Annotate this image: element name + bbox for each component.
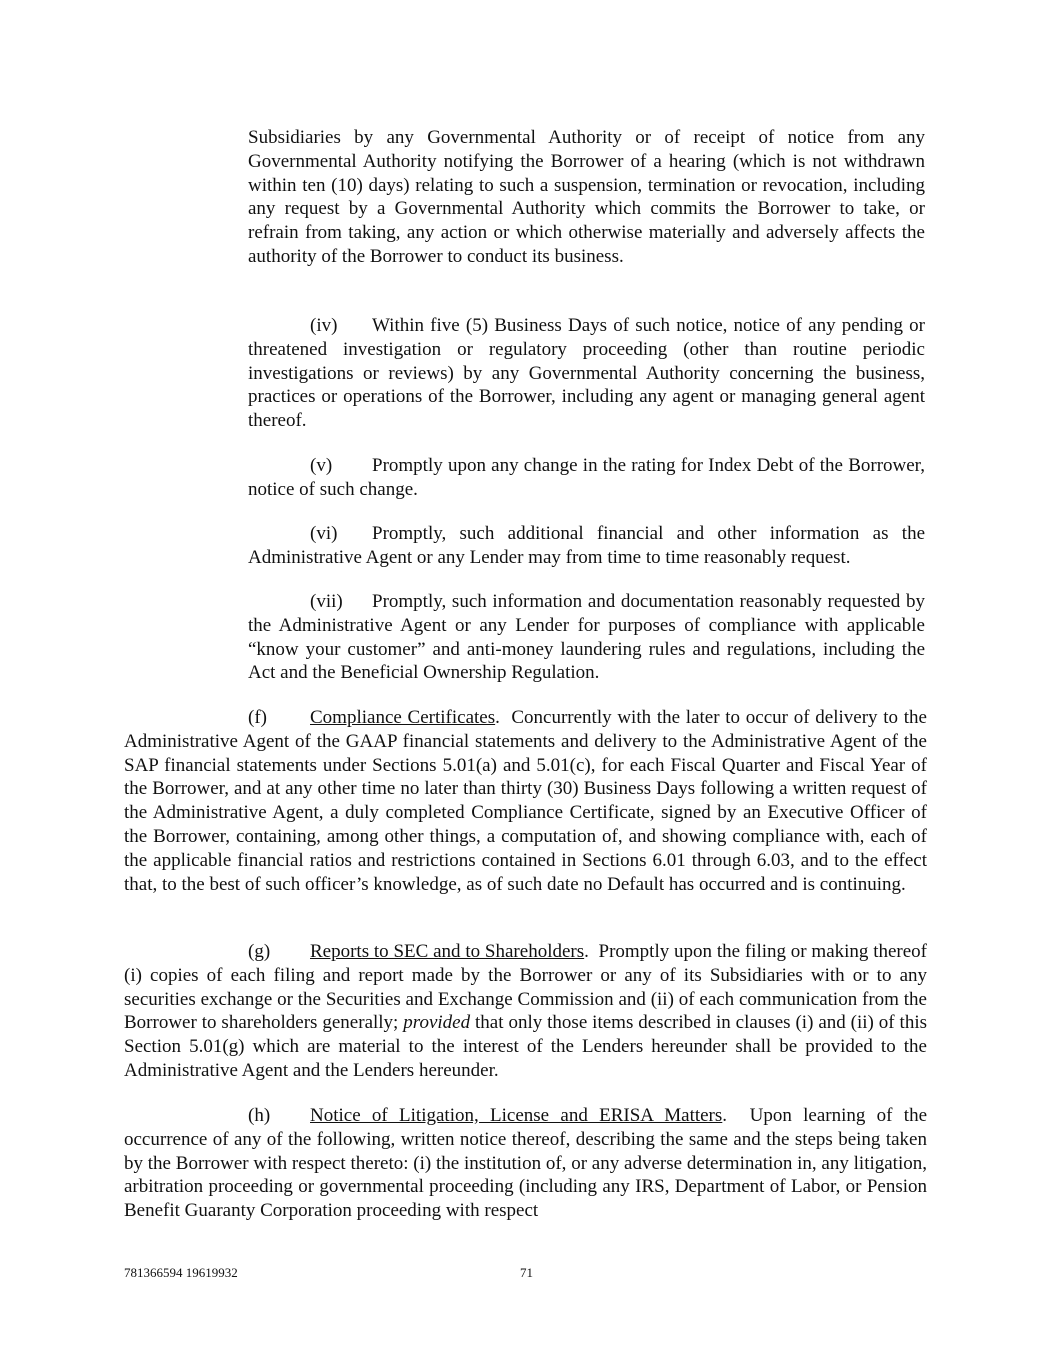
item-vii-number: (vii) (310, 591, 343, 612)
section-h-heading: Notice of Litigation, License and ERISA Matters (310, 1105, 723, 1126)
item-vi-paragraph (248, 522, 925, 570)
section-f-number: (f) (248, 707, 267, 728)
section-g-text-before: Promptly upon the filing or making thereof (i) copies of each filing and report made by the Borrower or any of its Subsidiaries with or to any securities exchange or the Securities and Exchange Commission and (ii) of each communication from the Borrower to shareholders generally; (124, 941, 928, 1034)
item-vii-text: Promptly, such information and documentation reasonably requested by the Administrative Agent or any Lender for purposes of compliance with applicable “know your customer” and anti-money laundering rules and regulations, including the Act and the Beneficial Ownership Regulation. (248, 591, 925, 684)
item-vii-paragraph (248, 590, 925, 685)
section-h-paragraph: (h) Notice of Litigation, License and ERISA Matters. Upon learning of the occurrence of any of the following, written notice thereof, describing the same and the steps being taken by the Borrower with respect thereto: (i) the institution of, or any adverse determination in, any litigation, arbitration proceeding or governmental proceeding (including any IRS, Department of Labor, or Pension Benefit Guaranty Corporation proceeding with respect (124, 1105, 928, 1222)
item-vi-number: (vi) (310, 523, 338, 544)
continuation-paragraph (248, 126, 925, 269)
section-f-text: Concurrently with the later to occur of delivery to the Administrative Agent of the GAAP financial statements and delivery to the Administrative Agent of the SAP financial statements under Sections 5.01(a) and 5.01(c), for each Fiscal Quarter and Fiscal Year of the Borrower, and at any other time no later than thirty (30) Business Days following a written request of the Administrative Agent, a duly completed Compliance Certificate, signed by an Executive Officer of the Borrower, containing, among other things, a computation of, and showing compliance with, each of the applicable financial ratios and restrictions contained in Sections 6.01 through 6.03, and to the effect that, to the best of such officer’s knowledge, as of such date no Default has occurred and is continuing. (124, 707, 927, 895)
item-v-number: (v) (310, 455, 333, 476)
item-iv-text: Within five (5) Business Days of such notice, notice of any pending or threatened investigation or regulatory proceeding (other than routine periodic investigations or reviews) by any Governmental Authority concerning the business, practices or operations of the Borrower, including any agent or managing general agent thereof. (248, 315, 925, 432)
footer-doc-id: 781366594 19619932 (124, 1265, 238, 1280)
section-f-paragraph: (f) Compliance Certificates. Concurrently with the later to occur of delivery to the Administrative Agent of the GAAP financial statements and delivery to the Administrative Agent of the SAP financial statements under Sections 5.01(a) and 5.01(c), for each Fiscal Quarter and Fiscal Year of the Borrower, and at any other time no later than thirty (30) Business Days following a written request of the Administrative Agent, a duly completed Compliance Certificate, signed by an Executive Officer of the Borrower, containing, among other things, a computation of, and showing compliance with, each of the applicable financial ratios and restrictions contained in Sections 6.01 through 6.03, and to the effect that, to the best of such officer’s knowledge, as of such date no Default has occurred and is continuing. (124, 707, 927, 895)
section-g-italic-provided: provided (403, 1012, 471, 1034)
section-g-number: (g) (248, 941, 271, 962)
item-iv-number: (iv) (310, 315, 338, 336)
section-g-paragraph: (g) Reports to SEC and to Shareholders. Promptly upon the filing or making thereof (i) copies of each filing and report made by the Borrower or any of its Subsidiaries with or to any securities exchange or the Securities and Exchange Commission and (ii) of each communication from the Borrower to shareholders generally; provided that only those items described in clauses (i) and (ii) of this Section 5.01(g) which are material to the interest of the Lenders hereunder shall be provided to the Administrative Agent and the Lenders hereunder. (124, 941, 928, 1081)
item-vi-text: Promptly, such additional financial and other information as the Administrative Agent or any Lender may from time to time reasonably request. (248, 523, 925, 568)
item-v-paragraph (248, 454, 925, 502)
section-g-text-after: that only those items described in clauses (i) and (ii) of this Section 5.01(g) which are material to the interest of the Lenders hereunder shall be provided to the Administrative Agent and the Lenders hereunder. (124, 1012, 928, 1081)
section-g-heading: Reports to SEC and to Shareholders (310, 941, 585, 962)
continuation-text: Subsidiaries by any Governmental Authority or of receipt of notice from any Governmental Authority notifying the Borrower of a hearing (which is not withdrawn within ten (10) days) relating to such a suspension, termination or revocation, including any request by a Governmental Authority which commits the Borrower to take, or refrain from taking, any action or which otherwise materially and adversely affects the authority of the Borrower to conduct its business. (248, 127, 925, 267)
footer-page-number: 71 (520, 1265, 533, 1280)
item-iv-paragraph (248, 314, 925, 433)
section-f-heading: Compliance Certificates (310, 707, 496, 728)
section-h-text: Upon learning of the occurrence of any of the following, written notice thereof, describing the same and the steps being taken by the Borrower with respect thereto: (i) the institution of, or any adverse determination in, any litigation, arbitration proceeding or governmental proceeding (including any IRS, Department of Labor, or Pension Benefit Guaranty Corporation proceeding with respect (124, 1105, 928, 1222)
item-v-text: Promptly upon any change in the rating for Index Debt of the Borrower, notice of such change. (248, 455, 925, 500)
section-h-number: (h) (248, 1105, 271, 1126)
